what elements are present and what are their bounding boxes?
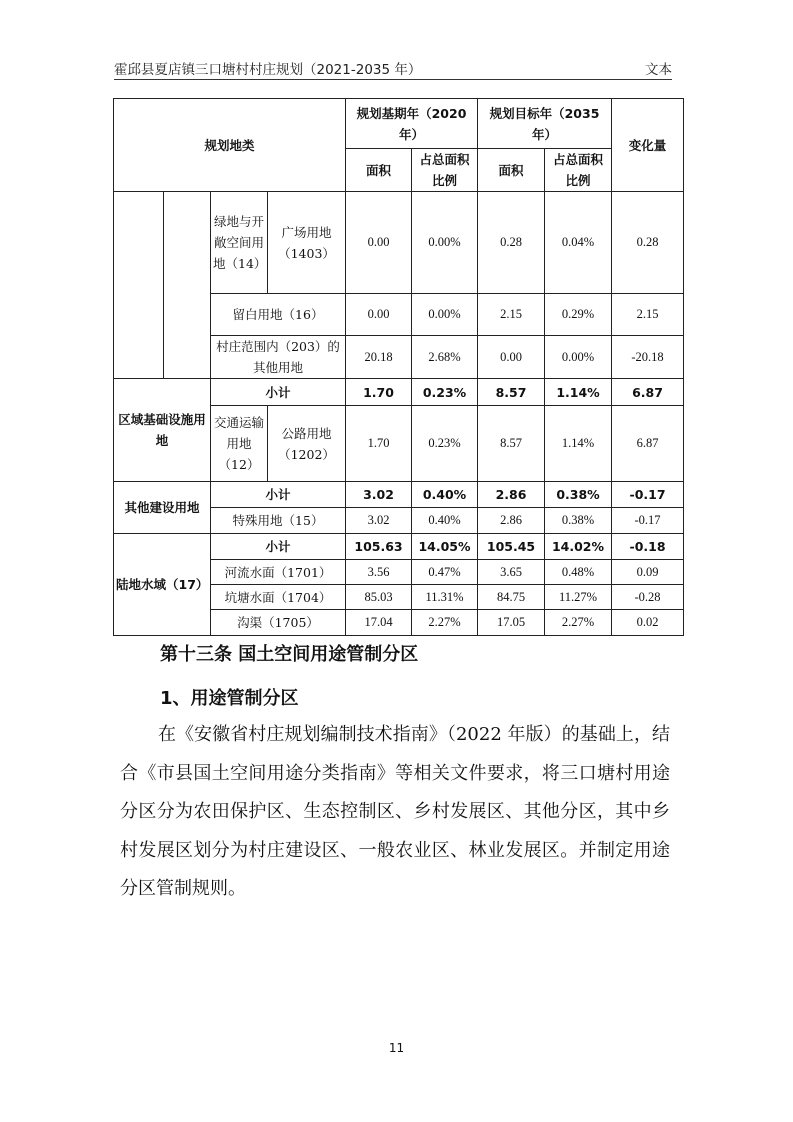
target-ratio-cell: 2.27% xyxy=(545,610,612,636)
base-area-cell: 17.04 xyxy=(346,610,412,636)
change-cell: -0.28 xyxy=(612,585,684,610)
target-ratio-cell: 0.00% xyxy=(545,336,612,379)
change-cell: 6.87 xyxy=(612,406,684,482)
empty-cell xyxy=(114,192,164,379)
target-ratio-cell: 1.14% xyxy=(545,379,612,406)
target-area-cell: 2.86 xyxy=(478,482,545,508)
row-group-label: 绿地与开敞空间用地（14） xyxy=(211,192,268,294)
base-ratio-cell: 0.23% xyxy=(412,379,478,406)
target-ratio-cell: 14.02% xyxy=(545,534,612,560)
header-rule xyxy=(114,79,672,80)
target-area-cell: 17.05 xyxy=(478,610,545,636)
header-base-ratio: 占总面积比例 xyxy=(412,149,478,192)
row-label: 特殊用地（15） xyxy=(211,508,346,534)
target-area-cell: 8.57 xyxy=(478,406,545,482)
base-area-cell: 3.56 xyxy=(346,560,412,585)
row-label: 公路用地（1202） xyxy=(268,406,346,482)
header-target-ratio: 占总面积比例 xyxy=(545,149,612,192)
change-cell: -20.18 xyxy=(612,336,684,379)
base-area-cell: 0.00 xyxy=(346,192,412,294)
target-ratio-cell: 1.14% xyxy=(545,406,612,482)
base-ratio-cell: 11.31% xyxy=(412,585,478,610)
subtotal-label: 小计 xyxy=(211,534,346,560)
table-row xyxy=(114,192,684,294)
base-ratio-cell: 0.00% xyxy=(412,294,478,336)
target-area-cell: 8.57 xyxy=(478,379,545,406)
target-area-cell: 3.65 xyxy=(478,560,545,585)
target-area-cell: 105.45 xyxy=(478,534,545,560)
base-area-cell: 105.63 xyxy=(346,534,412,560)
change-cell: 0.02 xyxy=(612,610,684,636)
article-heading: 第十三条 国土空间用途管制分区 xyxy=(160,644,419,665)
table-row-subtotal xyxy=(114,482,684,508)
row-label: 广场用地（1403） xyxy=(268,192,346,294)
change-cell: -0.18 xyxy=(612,534,684,560)
header-change: 变化量 xyxy=(612,99,684,192)
change-cell: -0.17 xyxy=(612,482,684,508)
empty-cell xyxy=(164,192,211,379)
header-target-year: 规划目标年（2035 年） xyxy=(478,99,612,149)
change-cell: -0.17 xyxy=(612,508,684,534)
base-ratio-cell: 0.40% xyxy=(412,482,478,508)
base-area-cell: 0.00 xyxy=(346,294,412,336)
land-use-table xyxy=(113,98,684,636)
table-row-subtotal xyxy=(114,534,684,560)
base-area-cell: 85.03 xyxy=(346,585,412,610)
subtotal-label: 小计 xyxy=(211,482,346,508)
base-ratio-cell: 0.40% xyxy=(412,508,478,534)
change-cell: 2.15 xyxy=(612,294,684,336)
base-ratio-cell: 0.00% xyxy=(412,192,478,294)
base-area-cell: 20.18 xyxy=(346,336,412,379)
target-ratio-cell: 0.29% xyxy=(545,294,612,336)
target-area-cell: 2.86 xyxy=(478,508,545,534)
page-number: 11 xyxy=(388,1041,405,1055)
category-label: 其他建设用地 xyxy=(114,482,211,534)
category-label: 陆地水域（17） xyxy=(114,534,211,636)
row-group-label: 交通运输用地（12） xyxy=(211,406,268,482)
row-label: 河流水面（1701） xyxy=(211,560,346,585)
body-paragraph: 在《安徽省村庄规划编制技术指南》（2022 年版）的基础上，结合《市县国土空间用途分类指南》等相关文件要求，将三口塘村用途分区分为农田保护区、生态控制区、乡村发展区、其他分区，其中乡村发展区划分为村庄建设区、一般农业区、林业发展区。并制定用途分区管制规则。 xyxy=(120,724,670,899)
base-area-cell: 1.70 xyxy=(346,379,412,406)
row-label: 坑塘水面（1704） xyxy=(211,585,346,610)
base-ratio-cell: 0.47% xyxy=(412,560,478,585)
row-label: 留白用地（16） xyxy=(211,294,346,336)
base-ratio-cell: 2.68% xyxy=(412,336,478,379)
document-title: 霍邱县夏店镇三口塘村村庄规划（2021-2035 年） xyxy=(114,62,422,78)
base-ratio-cell: 0.23% xyxy=(412,406,478,482)
change-cell: 0.28 xyxy=(612,192,684,294)
target-area-cell: 2.15 xyxy=(478,294,545,336)
base-ratio-cell: 2.27% xyxy=(412,610,478,636)
header-category: 规划地类 xyxy=(114,99,346,192)
target-ratio-cell: 0.04% xyxy=(545,192,612,294)
change-cell: 6.87 xyxy=(612,379,684,406)
base-ratio-cell: 14.05% xyxy=(412,534,478,560)
target-area-cell: 84.75 xyxy=(478,585,545,610)
row-label: 村庄范围内（203）的其他用地 xyxy=(211,336,346,379)
header-base-area: 面积 xyxy=(346,149,412,192)
target-ratio-cell: 0.38% xyxy=(545,508,612,534)
table-row-subtotal xyxy=(114,379,684,406)
target-ratio-cell: 0.38% xyxy=(545,482,612,508)
subtotal-label: 小计 xyxy=(211,379,346,406)
document-type: 文本 xyxy=(645,62,672,78)
header-target-area: 面积 xyxy=(478,149,545,192)
base-area-cell: 3.02 xyxy=(346,508,412,534)
target-ratio-cell: 0.48% xyxy=(545,560,612,585)
category-label: 区域基础设施用地 xyxy=(114,379,211,482)
base-area-cell: 1.70 xyxy=(346,406,412,482)
header-base-year: 规划基期年（2020 年） xyxy=(346,99,478,149)
target-area-cell: 0.28 xyxy=(478,192,545,294)
base-area-cell: 3.02 xyxy=(346,482,412,508)
target-area-cell: 0.00 xyxy=(478,336,545,379)
target-ratio-cell: 11.27% xyxy=(545,585,612,610)
section-heading: 1、用途管制分区 xyxy=(160,688,299,709)
row-label: 沟渠（1705） xyxy=(211,610,346,636)
change-cell: 0.09 xyxy=(612,560,684,585)
